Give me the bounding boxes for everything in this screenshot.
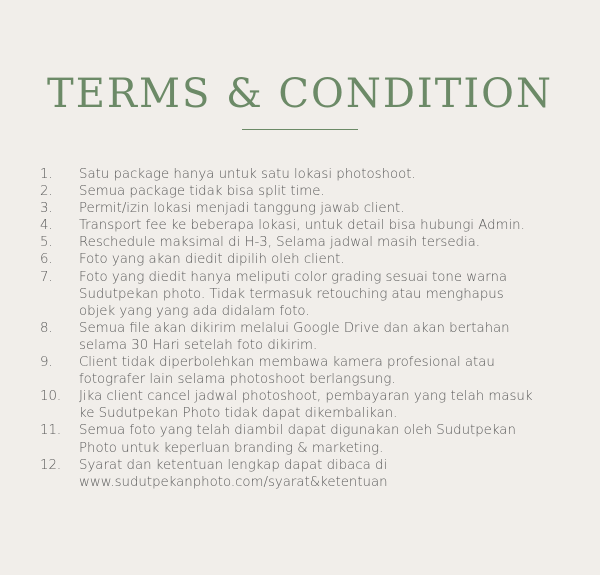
term-text: Satu package hanya untuk satu lokasi photoshoot.	[79, 167, 416, 182]
term-number: 10.	[40, 389, 62, 405]
term-text: Semua foto yang telah diambil dapat digunakan oleh Sudutpekan Photo untuk keperluan branding & marketing.	[79, 423, 516, 456]
term-item-10	[40, 388, 580, 422]
term-item-7	[40, 269, 580, 320]
term-number: 1.	[40, 167, 53, 182]
term-item-9	[40, 354, 580, 388]
term-text: Jika client cancel jadwal photoshoot, pembayaran yang telah masuk ke Sudutpekan Photo tidak dapat dikembalikan.	[79, 389, 533, 422]
term-number: 8.	[40, 320, 53, 336]
term-item-2	[40, 183, 580, 200]
term-item-1	[40, 166, 580, 183]
term-text: Reschedule maksimal di H-3, Selama jadwal masih tersedia.	[79, 235, 481, 251]
term-number: 4.	[40, 218, 53, 234]
term-text: Transport fee ke beberapa lokasi, untuk detail bisa hubungi Admin.	[79, 218, 525, 234]
term-text: Foto yang diedit hanya meliputi color grading sesuai tone warna Sudutpekan photo. Tidak termasuk retouching atau menghapus objek yang yang ada didalam foto.	[79, 269, 508, 319]
terms-list	[40, 166, 580, 491]
term-number: 5.	[40, 235, 53, 251]
term-number: 11.	[40, 423, 62, 439]
term-number: 12.	[40, 457, 62, 473]
term-number: 3.	[40, 201, 53, 217]
term-number: 9.	[40, 355, 53, 371]
term-text: Client tidak diperbolehkan membawa kamera profesional atau fotografer lain selama photoshoot berlangsung.	[79, 355, 495, 388]
term-text: Semua file akan dikirim melalui Google Drive dan akan bertahan selama 30 Hari setelah foto dikirim.	[79, 320, 510, 353]
term-number: 2.	[40, 184, 53, 200]
term-text: Syarat dan ketentuan lengkap dapat dibaca di www.sudutpekanphoto.com/syarat&ketentuan	[79, 457, 388, 490]
term-text: Semua package tidak bisa split time.	[79, 184, 325, 200]
term-item-12	[40, 457, 580, 491]
title-divider	[242, 129, 358, 130]
term-item-11	[40, 422, 580, 456]
term-item-3	[40, 200, 580, 217]
term-text: Permit/izin lokasi menjadi tanggung jawab client.	[79, 201, 405, 217]
term-number: 6.	[40, 252, 53, 268]
page-title: TERMS & CONDITION	[47, 71, 553, 117]
term-item-5	[40, 234, 580, 251]
term-number: 7.	[40, 269, 53, 285]
term-text: Foto yang akan diedit dipilih oleh client.	[79, 252, 345, 268]
term-item-4	[40, 217, 580, 234]
term-item-6	[40, 251, 580, 268]
term-item-8	[40, 320, 580, 354]
